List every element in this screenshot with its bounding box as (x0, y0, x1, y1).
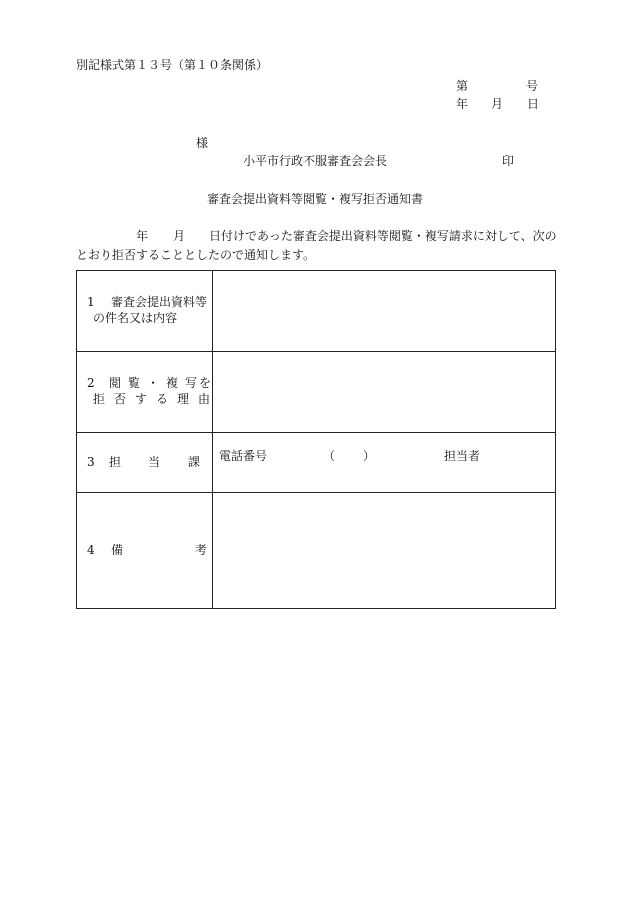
date-year: 年 (456, 97, 469, 111)
row2-char: を (199, 376, 212, 390)
row2-char: 複 (166, 376, 179, 390)
row1-value (213, 271, 556, 352)
row1-label-line1: 審査会提出資料等 (111, 295, 208, 309)
addressee-sama: 様 (196, 136, 209, 150)
row2-char: 由 (198, 392, 211, 406)
document-title: 審査会提出資料等閲覧・複写拒否通知書 (207, 192, 424, 206)
row2-number: 2 (87, 376, 95, 390)
paren-close: ） (363, 449, 376, 463)
row2-char: ・ (147, 376, 160, 390)
date-month: 月 (491, 97, 504, 111)
body-month: 月 (173, 229, 186, 243)
row3-number: 3 (87, 455, 95, 469)
row3-label (77, 433, 213, 493)
row2-char: 覧 (128, 376, 141, 390)
row2-char: 写 (185, 376, 198, 390)
person-in-charge-label: 担当者 (444, 449, 481, 463)
seal-mark: 印 (502, 154, 515, 168)
row2-value (213, 352, 556, 433)
row2-char: 否 (114, 392, 127, 406)
row2-char: る (156, 392, 169, 406)
row2-char: す (135, 392, 148, 406)
row3-char: 当 (148, 455, 161, 469)
row2-char: 理 (177, 392, 190, 406)
row3-char: 担 (109, 455, 122, 469)
table-row (77, 493, 556, 609)
row3-value (213, 433, 556, 493)
form-number: 別記様式第１３号（第１０条関係） (76, 58, 269, 72)
date-day: 日 (527, 97, 540, 111)
issuer-name: 小平市行政不服審査会会長 (243, 154, 388, 168)
table-row (77, 271, 556, 352)
row1-number: 1 (87, 295, 95, 309)
row3-char: 課 (188, 455, 201, 469)
row4-label (77, 493, 213, 609)
row4-char: 備 (111, 543, 124, 557)
body-line2: とおり拒否することとしたので通知します。 (76, 248, 316, 262)
row2-char: 閲 (109, 376, 122, 390)
row1-label (77, 271, 213, 352)
row4-char: 考 (195, 543, 208, 557)
table-row (77, 352, 556, 433)
row4-number: 4 (87, 543, 95, 557)
paren-open: （ (323, 449, 336, 463)
row2-label (77, 352, 213, 433)
phone-label: 電話番号 (219, 449, 268, 463)
doc-number-prefix: 第 (456, 79, 469, 93)
row4-value (213, 493, 556, 609)
row2-char: 拒 (93, 392, 106, 406)
body-year: 年 (136, 229, 149, 243)
notice-table (76, 270, 556, 609)
table-row (77, 433, 556, 493)
body-line1: 日付けであった審査会提出資料等閲覧・複写請求に対して、次の (209, 229, 557, 243)
doc-number-suffix: 号 (526, 79, 539, 93)
row1-label-line2: の件名又は内容 (93, 311, 178, 325)
